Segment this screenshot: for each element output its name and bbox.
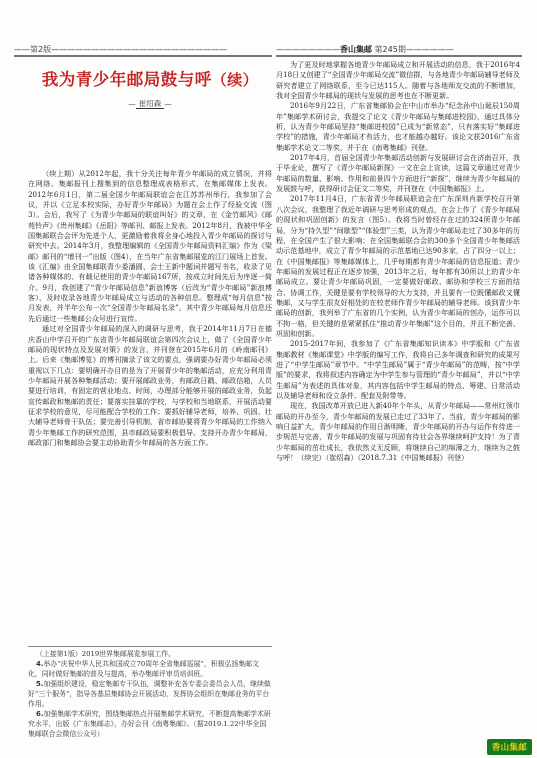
issue-number: 第245期 bbox=[374, 45, 406, 54]
paragraph: 2016年9月22日，广东省集邮协会在中山市举办“纪念孙中山诞辰150周年”集邮学术研讨会，我提交了论文《青少年邮局与集邮进校园》，通过具体分析，认为青少年邮局坚持“集邮进校园”已成为“新常态”，只有落实好“集邮进学校”的措施，青少年邮局才有活力，也才能越办越好。该论文获2016广东省集邮学术论文二等奖，并于在《南粤集邮》刊登。 bbox=[276, 101, 520, 152]
paragraph: 2017年11月4日，广东省青少年邮局联谊会在广东深圳肖新学校召开第八次会议，我整理了我近年调研与思考形成的观点，在会上作了《青少年邮局的现状和巩固创新》的发言（图5）。我将当时曾经存在过的324所青少年邮局，分为“持久型”“间歇型”“体验型”三类，认为青少年邮局走过了30多年的历程，在全国产生了很大影响；在全国集邮联合会的300多个全国青少年集邮活动示范基地中，成立了青少年邮局的示范基地已达90多家，占了四分一以上；在《中国集邮报》等集邮媒体上，几乎每期都有青少年邮局的信息报道；青少年邮局的发展过程正在逐步加强，2013年之后，每年都有30所以上的青少年邮局成立。要让青少年邮局巩固，一定要做好邮政、邮协和学校三方面的结合、协调工作，关键是要有学校领导的大力支持，并且要有一位既懂邮政又懂集邮，又与学生很友好相处的在校老师作青少年邮局的辅导老师。该到青少年邮局的创新，我列举了广东省的几个实例，认为青少年邮局的创办，运作可以不拘一格，但关键的是紧紧抓住“推动青少年集邮”这个目的，并且不断完善、巩固和创新。 bbox=[276, 194, 520, 338]
notes-divider bbox=[28, 646, 272, 647]
page-header-left: ——第2版—————————————————————— bbox=[14, 45, 228, 54]
article-title bbox=[28, 66, 272, 90]
note-item: 6.加强集邮学术研究，围绕集邮热点开展集邮学术研究，不断提高集邮学术研究水平，出版《广东集邮志》，办好会刊《南粤集邮》。（据2019.1.22中华全国集邮联合会微信公众号） bbox=[28, 710, 271, 738]
header-rule-right bbox=[276, 55, 522, 57]
paragraph: 为了更及时地掌握各地青少年邮局成立和开展活动的信息，我于2016年4月18日又创建了“全国青少年邮局交流”微信群，与各地青少年邮局辅导老师及研究者建立了网络联系，至今已达115人。随着与各地师友交流的不断增加，我对全国青少年邮局的现状与发展的思考也在不断更新。 bbox=[276, 60, 520, 101]
article-column-left bbox=[28, 169, 272, 644]
page-header-right: ————————香山集邮 第245期—————— bbox=[276, 45, 454, 54]
header-rule-left bbox=[14, 55, 272, 57]
note-item: （上接第1版）2019世界集邮展览参展工作。 bbox=[36, 650, 176, 658]
paragraph: 通过对全国青少年邮局的深入的调研与思考，我于2014年11月7日在德庆香山中学召开的广东省青少年邮局联谊会第四次会议上，做了《全国青少年邮局的现状特点及发展对策》的发言，并刊登在2015年6月的《岭南邮刊》上。后来《集邮博览》的博刊摘录了该文的要点，强调要办好青少年邮局必须重视以下几点：要明确开办目的是为了开展青少年的集邮活动，应充分利用青少年邮局开展各种集邮活动；要开展邮政业务，有邮政日戳、邮政信箱，人员要进行培训，有固定的营业地点、时间，办理部分能够开展的邮政业务，负起宣传邮政和集邮的责任；要落实挂靠的学校，与学校和当地联系，开展活动要征求学校的意见，尽可能配合学校的工作；要抓好辅导老师，培养、巩固、壮大辅导老师骨干队伍；要完善引导机制，省市邮协要将青少年邮局的工作纳入青少年集邮工作的研究范围，县市邮政局要积极倡导、支持开办青少年邮局，邮政部门和集邮协会要主动协助青少年邮局的各方面工作。 bbox=[28, 324, 272, 447]
continued-notes bbox=[28, 649, 272, 739]
article-title-suffix: （续） bbox=[211, 71, 259, 89]
paragraph: 2017年4月，首届全国青少年集邮活动创新与发展研讨会在济南召开，我于毕业论，撰写了《青少年邮局新探》一文在会上宣读，这篇文章通过对青少年邮局的数量、影响、作用和前景四个方面进行“新探”，继续为青少年邮局的发展鼓与呼，获得研讨会征文二等奖，并刊登在《中国集邮报》上。 bbox=[276, 153, 520, 194]
article-column-right bbox=[276, 60, 520, 720]
publication-logo: 香山集邮 bbox=[487, 739, 532, 755]
masthead-brand: 香山集邮 bbox=[340, 45, 372, 54]
paragraph: 现在，我国改革开放已进入新40年个年头，从青少年邮局——常州红领巾邮局的开办至今，青少年邮局的发展已走过了33年了。当前，青少年邮局的影响日益扩大，青少年邮局的作用日渐明晰，青少年邮局的开办与运作有待进一步规范与完善，青少年邮局的发展与巩固有待社会各界继续呵护支持！为了青少年邮局的茁壮成长，我依然义无反顾，将继续自己的绵薄之力，继续为之鼓与呼！（续完）（崔绍森）（2018.7.31《中国集邮报》刊登） bbox=[276, 401, 520, 463]
note-item: 4.举办“庆祝中华人民共和国成立70周年全省集邮巡展”，积极弘扬集邮文化，同时做好集邮的普及与提高，举办集邮评审员培训班。 bbox=[28, 660, 260, 678]
paragraph: （续上期）从2012年起，我十分关注每年青少年邮局的成立情况，并将在网络、集邮报刊上搜集到的信息整理成表格形式，在集邮媒体上发表。2012年6月1日，第二届全国少年邮局联谊会在江苏苏州举行，我参加了会议，并以《立足本校实际，办好青少年邮局》为题在会上作了经验交流（图3）。会后，我写了《为青少年邮局的联谊叫好》的文章，在《金竹邮风》《邮苑铃声》《贵州集邮》《岳阳》等邮刊、邮报上发表。2012年8月，我被中华全国集邮联合会评为先进个人，更激励着我将全身心地投入青少年邮局的探讨与研究中去。2014年3月，我整理编辑的《全国青少年邮局资料汇编》作为《梁邮》邮刊的“增刊一”出版（图4），在当年广东省集邮展览的江门展场上首发。该《汇编》由全国集邮联青少委潘圆、会士王新中题词并题写书名，收录了见诸各种媒体的、有载记使用的青少年邮局167所，按成立时间先后为序逐一简介。9月，我创建了“青少年邮局信息”新浪博客（后改为“青少年邮局”新浪博客），及时收录各地青少年邮局成立与活动的各种信息。整理成“每月信息”按月发表，并半年公布一次“全国青少年邮局名录”。其中青少年邮局每月信息还先后通过一些集邮公众号进行宣传。 bbox=[28, 169, 272, 323]
paragraph: 2015-2017年间，我参加了《广东省集邮知识读本》中学版和《广东省集邮教材《集邮课堂》中学版的编写工作，我将自己多年调查和研究的成果写进了“中学生邮局”章节中。“中学生邮局”属于“青少年邮局”的范畴，按“中学版”的要求，我将叙述内容确定为中学生参与管理的“青少年邮局”，并以“中学生邮局”为表述的具体对象，其内容包括中学生邮局的特点、筹建、日常活动以及辅导老师和设立条件、配套及附带等。 bbox=[276, 339, 520, 400]
page-number-label: 第2版 bbox=[30, 45, 52, 54]
article-title-text: 我为青少年邮局鼓与呼 bbox=[41, 70, 212, 89]
article-author: — 崔绍森 — bbox=[128, 99, 172, 108]
note-item: 5.加强组织建设，稳定集邮专干队伍，调整补充各专委会委员会人员，继续做好“三个服务”，指导各基层集邮协会开展活动，发挥协会组织在集邮业务的平台作用。 bbox=[28, 680, 271, 708]
author-name: 崔绍森 bbox=[136, 99, 165, 109]
